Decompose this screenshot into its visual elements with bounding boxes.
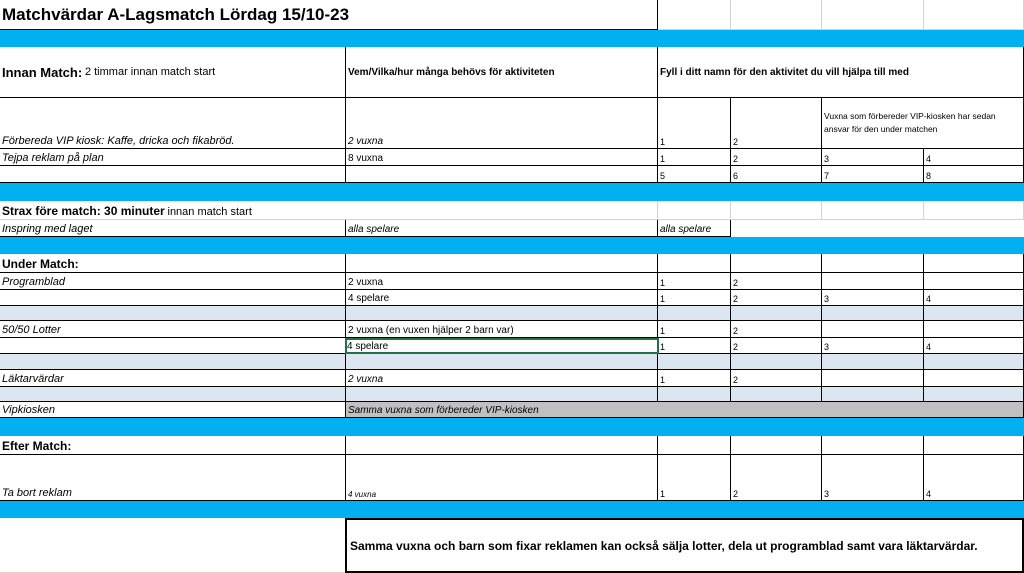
programblad-row-2 [0,290,1024,306]
slot-cell[interactable]: 2 [731,149,822,166]
cell[interactable] [658,0,731,30]
cell[interactable] [658,387,731,402]
cell[interactable] [822,306,924,321]
selected-cell-lotter-players[interactable]: 4 spelare [345,338,659,354]
programblad-row [0,273,1024,290]
cell[interactable] [924,354,1024,370]
efter-header-row [0,436,1024,455]
cell[interactable] [346,166,658,183]
reklam-label[interactable]: Ta bort reklam [0,455,346,501]
title-row [0,0,1024,30]
reklam-need[interactable]: 4 vuxna [346,455,658,501]
vip-prep-row [0,98,1024,149]
cell[interactable] [658,354,731,370]
cell[interactable] [346,436,658,455]
slot-cell[interactable]: 6 [731,166,822,183]
inspring-names[interactable]: alla spelare [658,220,731,237]
final-note[interactable]: Samma vuxna och barn som fixar reklamen kan också sälja lotter, dela ut programblad samt vara läktarvärdar. [345,518,1024,573]
slot-cell[interactable]: 2 [731,455,822,501]
cell[interactable] [731,0,822,30]
cell[interactable] [731,306,822,321]
slot-cell[interactable]: 1 [658,321,731,338]
slot-cell[interactable]: 3 [822,338,924,354]
efter-heading[interactable]: Efter Match: [0,436,346,455]
spacer-row [0,306,1024,321]
cell[interactable] [822,254,924,273]
strax-heading: Strax före match: 30 minuter [2,204,165,218]
slot-cell[interactable]: 1 [658,98,731,149]
slot-cell[interactable]: 4 [924,338,1024,354]
cell[interactable] [731,201,822,220]
slot-cell[interactable]: 8 [924,166,1024,183]
cell[interactable] [346,306,658,321]
slot-cell[interactable]: 3 [822,455,924,501]
cell[interactable] [924,254,1024,273]
slot-cell[interactable]: 3 [822,290,924,306]
tejpa-row-2 [0,166,1024,183]
vipkiosk-row [0,402,1024,418]
cell[interactable] [346,254,658,273]
slot-cell[interactable]: 2 [731,273,822,290]
under-heading[interactable]: Under Match: [0,254,346,273]
tejpa-label[interactable]: Tejpa reklam på plan [0,149,346,166]
slot-cell[interactable]: 2 [731,98,822,149]
cell[interactable] [822,321,924,338]
cell[interactable] [0,387,346,402]
cell[interactable] [924,370,1024,387]
cell[interactable] [924,436,1024,455]
cell[interactable] [731,387,822,402]
programblad-need-players[interactable]: 4 spelare [346,290,658,306]
innan-heading-cell[interactable] [0,47,346,98]
laktar-label[interactable]: Läktarvärdar [0,370,346,387]
slot-cell[interactable]: 3 [822,149,924,166]
vip-prep-label[interactable]: Förbereda VIP kiosk: Kaffe, dricka och fikabröd. [0,98,346,149]
cell[interactable] [822,201,924,220]
title-date: Lördag 15/10-23 [219,4,350,24]
cell[interactable] [731,436,822,455]
slot-cell[interactable]: 4 [924,149,1024,166]
cell[interactable] [731,254,822,273]
programblad-label[interactable]: Programblad [0,273,346,290]
cell[interactable] [0,290,346,306]
section-band [0,501,1024,518]
slot-cell[interactable]: 2 [731,290,822,306]
cell[interactable] [822,370,924,387]
slot-cell[interactable]: 1 [658,290,731,306]
cell[interactable] [346,354,658,370]
note-row [0,518,1024,573]
slot-cell[interactable]: 2 [731,321,822,338]
section-band [0,418,1024,436]
slot-cell[interactable]: 4 [924,290,1024,306]
strax-header-row [0,201,1024,220]
slot-cell[interactable]: 1 [658,370,731,387]
innan-subheading: 2 timmar innan match start [84,66,216,78]
slot-cell[interactable]: 7 [822,166,924,183]
laktar-need[interactable]: 2 vuxna [346,370,658,387]
tejpa-row [0,149,1024,166]
lotter-need[interactable]: 2 vuxna (en vuxen hjälper 2 barn var) [346,321,658,338]
cell[interactable] [924,387,1024,402]
cell[interactable] [658,306,731,321]
cell[interactable] [0,166,346,183]
lotter-row-2 [0,338,1024,354]
vipkiosk-need[interactable]: Samma vuxna som förbereder VIP-kiosken [346,402,1024,418]
cell[interactable] [924,273,1024,290]
cell[interactable] [924,306,1024,321]
column-header-names[interactable]: Fyll i ditt namn för den aktivitet du vill hjälpa till med [658,47,1024,98]
section-band [0,30,1024,47]
strax-subheading: innan match start [167,206,252,218]
cell[interactable] [731,354,822,370]
spacer-row [0,387,1024,402]
cell[interactable] [658,254,731,273]
vipkiosk-label[interactable]: Vipkiosken [0,402,346,418]
slot-cell[interactable]: 4 [924,455,1024,501]
cell[interactable] [822,354,924,370]
inspring-label[interactable]: Inspring med laget [0,220,346,237]
section-band [0,183,1024,201]
slot-cell[interactable]: 1 [658,455,731,501]
cell[interactable] [822,0,924,30]
slot-cell[interactable]: 2 [731,338,822,354]
cell[interactable] [346,387,658,402]
slot-cell[interactable]: 1 [658,273,731,290]
slot-cell[interactable]: 1 [658,149,731,166]
title-cell[interactable] [0,0,658,30]
cell[interactable] [822,387,924,402]
cell[interactable] [924,321,1024,338]
slot-cell[interactable]: 1 [658,338,731,354]
strax-heading-cell[interactable] [0,201,658,220]
cell[interactable] [0,306,346,321]
cell[interactable] [822,436,924,455]
vip-prep-need[interactable]: 2 vuxna [346,98,658,149]
section-band [0,237,1024,254]
column-header-need[interactable]: Vem/Vilka/hur många behövs för aktiviteten [346,47,658,98]
cell[interactable] [924,201,1024,220]
cell[interactable] [658,201,731,220]
lotter-label[interactable]: 50/50 Lotter [0,321,346,338]
innan-header-row [0,47,1024,98]
cell[interactable] [822,273,924,290]
cell[interactable] [924,0,1024,30]
reklam-row [0,455,1024,501]
inspring-need[interactable]: alla spelare [346,220,658,237]
tejpa-need[interactable]: 8 vuxna [346,149,658,166]
spacer-row [0,354,1024,370]
programblad-need[interactable]: 2 vuxna [346,273,658,290]
under-header-row [0,254,1024,273]
cell[interactable] [0,338,346,354]
cell[interactable] [0,518,346,573]
title-prefix: Matchvärdar A-Lagsmatch [2,4,215,24]
lotter-row [0,321,1024,338]
inspring-row [0,220,1024,237]
cell[interactable] [658,436,731,455]
slot-cell[interactable]: 5 [658,166,731,183]
cell[interactable] [0,354,346,370]
vip-note[interactable]: Vuxna som förbereder VIP-kiosken har sedan ansvar för den under matchen [822,98,1024,149]
laktar-row [0,370,1024,387]
slot-cell[interactable]: 2 [731,370,822,387]
innan-heading: Innan Match: [2,64,83,80]
